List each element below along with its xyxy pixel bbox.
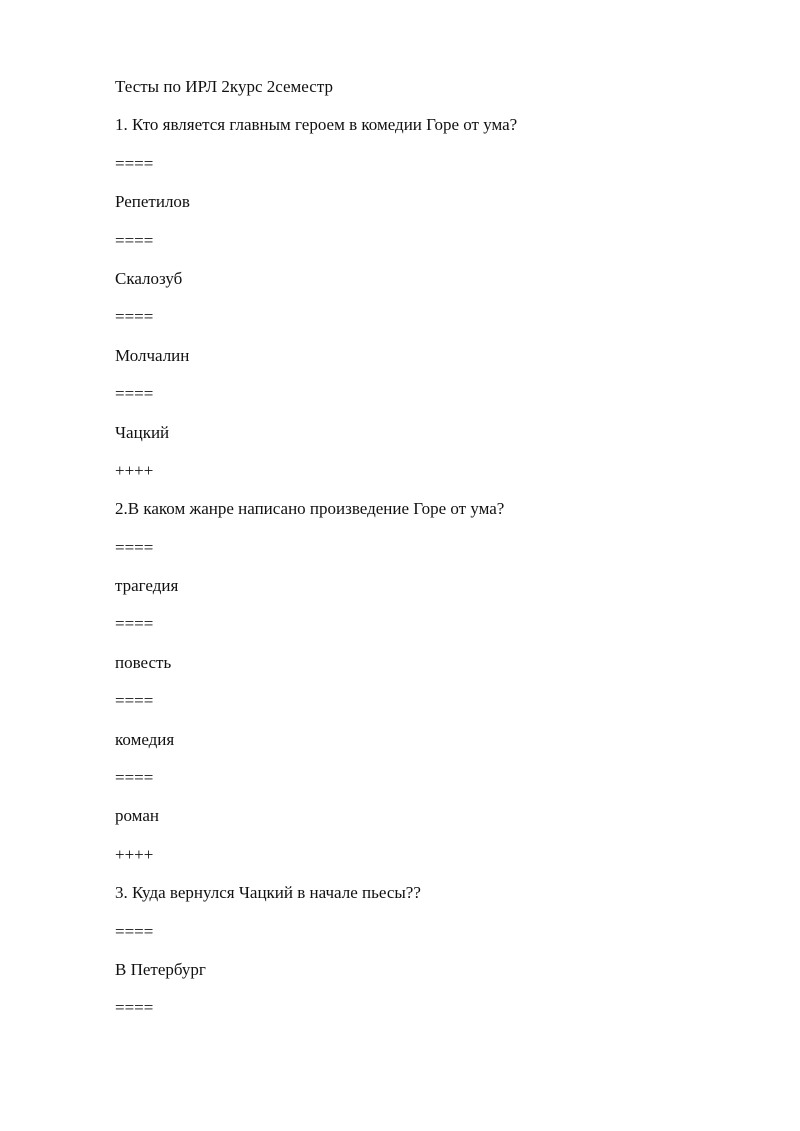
document-title: Тесты по ИРЛ 2курс 2семестр: [115, 77, 333, 96]
answer-option: роман: [115, 806, 159, 826]
answer-option: В Петербург: [115, 959, 206, 979]
question-1: 1. Кто является главным героем в комедии Горе от ума?: [115, 115, 518, 135]
separator: ====: [115, 384, 154, 404]
separator: ====: [115, 691, 154, 711]
separator: ====: [115, 614, 154, 634]
separator: ====: [115, 153, 154, 173]
question-end-marker: ++++: [115, 844, 154, 864]
answer-option: трагедия: [115, 576, 179, 596]
document-body: [115, 76, 517, 1036]
answer-option: Скалозуб: [115, 268, 183, 288]
separator: ====: [115, 998, 154, 1018]
separator: ====: [115, 230, 154, 250]
separator: ====: [115, 768, 154, 788]
answer-option: Репетилов: [115, 192, 190, 212]
separator: ====: [115, 921, 154, 941]
separator: ====: [115, 307, 154, 327]
question-3: 3. Куда вернулся Чацкий в начале пьесы??: [115, 883, 421, 903]
question-2: 2.В каком жанре написано произведение Горе от ума?: [115, 499, 505, 519]
separator: ====: [115, 537, 154, 557]
answer-option: Молчалин: [115, 345, 190, 365]
question-end-marker: ++++: [115, 460, 154, 480]
answer-option: повесть: [115, 652, 172, 672]
answer-option: комедия: [115, 729, 175, 749]
answer-option: Чацкий: [115, 422, 170, 442]
